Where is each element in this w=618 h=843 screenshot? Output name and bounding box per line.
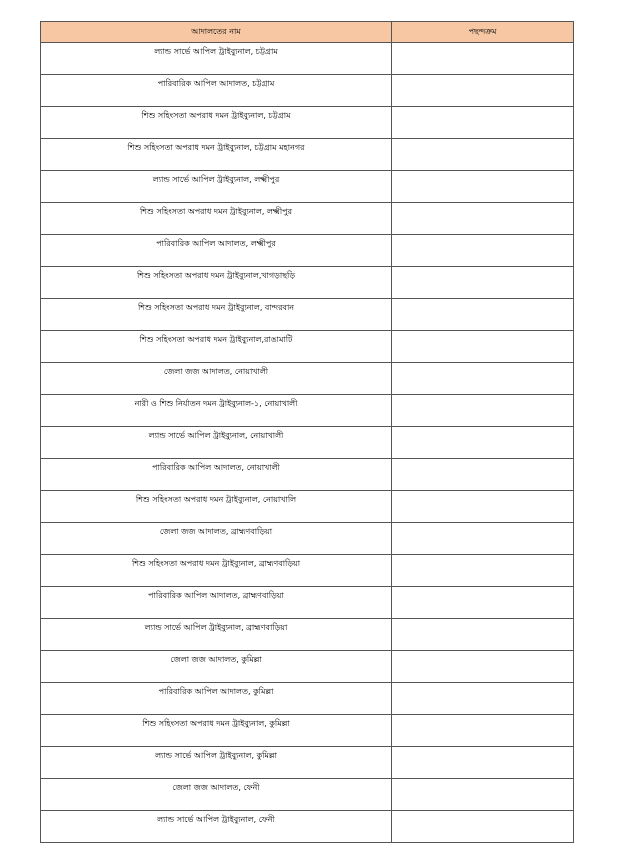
preference-cell[interactable] [392, 427, 574, 459]
court-name-cell: শিশু সহিংসতা অপরাধ দমন ট্রাইব্যুনাল, নোয়াখালি [41, 491, 392, 523]
court-name-cell: ল্যান্ড সার্ভে আপিল ট্রাইব্যুনাল, চট্টগ্রাম [41, 43, 392, 75]
court-name-cell: ল্যান্ড সার্ভে আপিল ট্রাইব্যুনাল, ব্রাহ্মণবাড়িয়া [41, 619, 392, 651]
court-name-cell: নারী ও শিশু নির্যাতন দমন ট্রাইব্যুনাল-১, নোয়াখালী [41, 395, 392, 427]
court-name-cell: শিশু সহিংসতা অপরাধ দমন ট্রাইব্যুনাল, ব্রাহ্মণবাড়িয়া [41, 555, 392, 587]
table-row [41, 299, 574, 331]
court-name-cell: ল্যান্ড সার্ভে আপিল ট্রাইব্যুনাল, ফেনী [41, 811, 392, 843]
court-name-cell: পারিবারিক আপিল আদালত, কুমিল্লা [41, 683, 392, 715]
table-row [41, 235, 574, 267]
preference-cell[interactable] [392, 75, 574, 107]
table-row [41, 779, 574, 811]
table-row [41, 747, 574, 779]
header-row [41, 22, 574, 43]
preference-cell[interactable] [392, 619, 574, 651]
preference-cell[interactable] [392, 779, 574, 811]
table-row [41, 651, 574, 683]
table-row [41, 107, 574, 139]
preference-cell[interactable] [392, 587, 574, 619]
court-name-cell: শিশু সহিংসতা অপরাধ দমন ট্রাইব্যুনাল,রাঙামাটি [41, 331, 392, 363]
table-row [41, 363, 574, 395]
court-name-cell: শিশু সহিংসতা অপরাধ দমন ট্রাইব্যুনাল, বান্দরবান [41, 299, 392, 331]
court-name-cell: শিশু সহিংসতা অপরাধ দমন ট্রাইব্যুনাল,খাগড়াছড়ি [41, 267, 392, 299]
table-row [41, 459, 574, 491]
preference-cell[interactable] [392, 683, 574, 715]
table-row [41, 715, 574, 747]
preference-cell[interactable] [392, 363, 574, 395]
preference-cell[interactable] [392, 235, 574, 267]
court-name-cell: জেলা জজ আদালত, ব্রাহ্মণবাড়িয়া [41, 523, 392, 555]
court-name-cell: জেলা জজ আদালত, ফেনী [41, 779, 392, 811]
preference-cell[interactable] [392, 171, 574, 203]
court-name-cell: জেলা জজ আদালত, কুমিল্লা [41, 651, 392, 683]
court-name-cell: ল্যান্ড সার্ভে আপিল ট্রাইব্যুনাল, নোয়াখালী [41, 427, 392, 459]
table-header [41, 22, 574, 43]
table-row [41, 139, 574, 171]
header-preference-order: পছন্দক্রম [392, 22, 574, 43]
table-row [41, 267, 574, 299]
preference-cell[interactable] [392, 491, 574, 523]
table-row [41, 331, 574, 363]
preference-cell[interactable] [392, 43, 574, 75]
preference-cell[interactable] [392, 107, 574, 139]
table-row [41, 619, 574, 651]
court-name-cell: পারিবারিক আপিল আদালত, চট্টগ্রাম [41, 75, 392, 107]
table-row [41, 811, 574, 843]
court-preference-table [40, 21, 574, 843]
table-row [41, 555, 574, 587]
court-name-cell: পারিবারিক আপিল আদালত, নোয়াখালী [41, 459, 392, 491]
preference-cell[interactable] [392, 139, 574, 171]
court-name-cell: পারিবারিক আপিল আদালত, ব্রাহ্মণবাড়িয়া [41, 587, 392, 619]
preference-cell[interactable] [392, 715, 574, 747]
table-row [41, 43, 574, 75]
preference-cell[interactable] [392, 747, 574, 779]
court-name-cell: শিশু সহিংসতা অপরাধ দমন ট্রাইব্যুনাল, লক্ষ্মীপুর [41, 203, 392, 235]
table-row [41, 203, 574, 235]
table-row [41, 683, 574, 715]
court-name-cell: ল্যান্ড সার্ভে আপিল ট্রাইব্যুনাল, কুমিল্লা [41, 747, 392, 779]
court-name-cell: শিশু সহিংসতা অপরাধ দমন ট্রাইব্যুনাল, চট্টগ্রাম মহানগর [41, 139, 392, 171]
preference-cell[interactable] [392, 395, 574, 427]
table-row [41, 171, 574, 203]
preference-cell[interactable] [392, 459, 574, 491]
table-row [41, 491, 574, 523]
preference-cell[interactable] [392, 811, 574, 843]
header-court-name: আদালতের নাম [41, 22, 392, 43]
table-body [41, 43, 574, 843]
table-row [41, 587, 574, 619]
court-name-cell: শিশু সহিংসতা অপরাধ দমন ট্রাইব্যুনাল, চট্টগ্রাম [41, 107, 392, 139]
preference-cell[interactable] [392, 331, 574, 363]
court-name-cell: পারিবারিক আপিল আদালত, লক্ষ্মীপুর [41, 235, 392, 267]
preference-cell[interactable] [392, 651, 574, 683]
court-name-cell: শিশু সহিংসতা অপরাধ দমন ট্রাইব্যুনাল, কুমিল্লা [41, 715, 392, 747]
preference-cell[interactable] [392, 523, 574, 555]
preference-cell[interactable] [392, 267, 574, 299]
preference-cell[interactable] [392, 203, 574, 235]
court-name-cell: জেলা জজ আদালত, নোয়াখালী [41, 363, 392, 395]
table-row [41, 395, 574, 427]
table-row [41, 427, 574, 459]
table-row [41, 523, 574, 555]
table-row [41, 75, 574, 107]
preference-cell[interactable] [392, 555, 574, 587]
court-name-cell: ল্যান্ড সার্ভে আপিল ট্রাইব্যুনাল, লক্ষ্মীপুর [41, 171, 392, 203]
preference-cell[interactable] [392, 299, 574, 331]
